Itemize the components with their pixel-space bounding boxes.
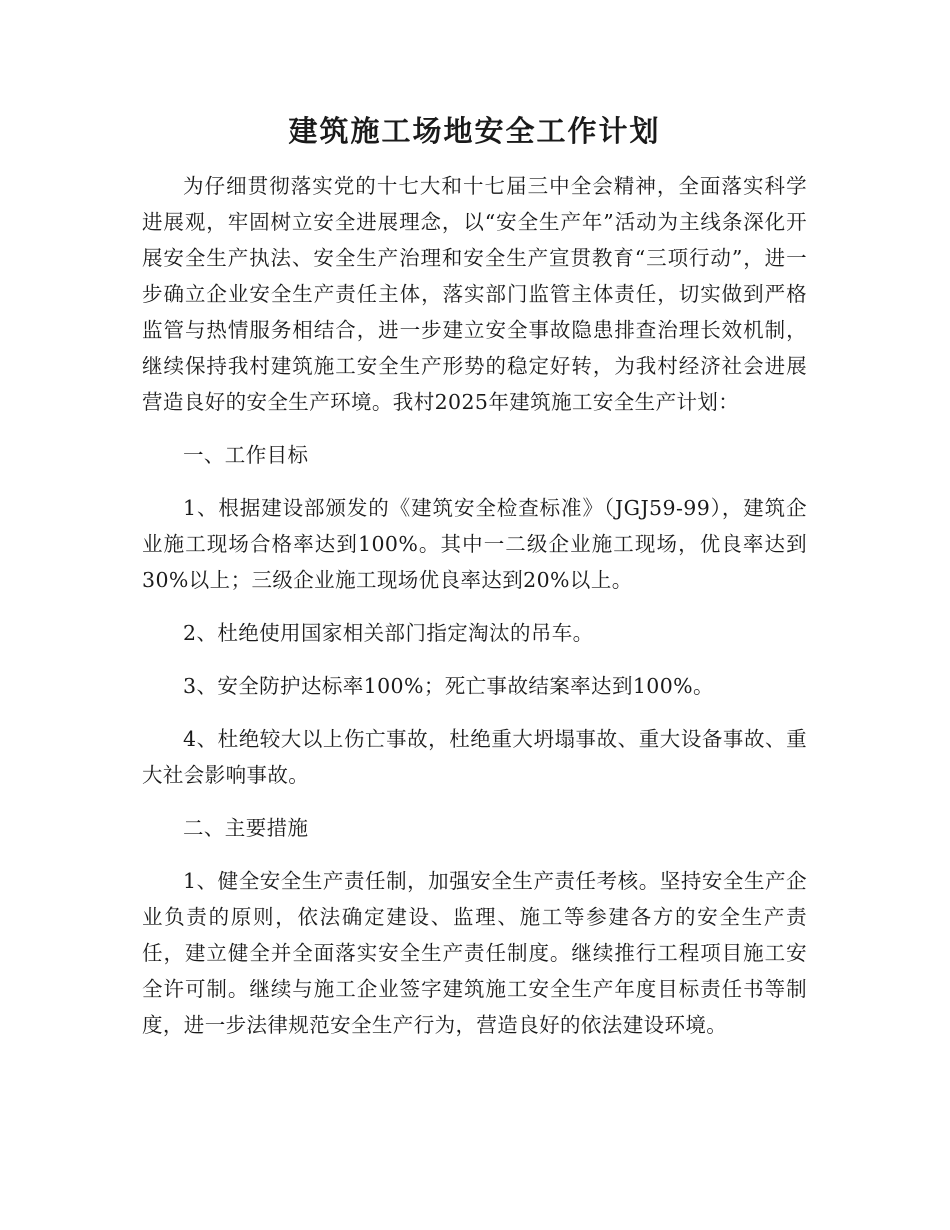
goal-item: 4、杜绝较大以上伤亡事故，杜绝重大坍塌事故、重大设备事故、重大社会影响事故。 <box>142 727 807 787</box>
intro-paragraph: 为仔细贯彻落实党的十七大和十七届三中全会精神，全面落实科学进展观，牢固树立安全进展理念，以“安全生产年”活动为主线条深化开展安全生产执法、安全生产治理和安全生产宣贯教育“三项行动”，进一步确立企业安全生产责任主体，落实部门监管主体责任，切实做到严格监管与热情服务相结合，进一步建立安全事故隐患排查治理长效机制，继续保持我村建筑施工安全生产形势的稳定好转，为我村经济社会进展营造良好的安全生产环境。我村2025年建筑施工安全生产计划： <box>142 174 807 414</box>
measure-item: 1、健全安全生产责任制，加强安全生产责任考核。坚持安全生产企业负责的原则，依法确定建设、监理、施工等参建各方的安全生产责任，建立健全并全面落实安全生产责任制度。继续推行工程项目施工安全许可制。继续与施工企业签字建筑施工安全生产年度目标责任书等制度，进一步法律规范安全生产行为，营造良好的依法建设环境。 <box>142 869 807 1037</box>
goal-item: 3、安全防护达标率100%；死亡事故结案率达到100%。 <box>183 674 714 698</box>
document-page <box>142 108 807 1060</box>
goal-item: 2、杜绝使用国家相关部门指定淘汰的吊车。 <box>183 621 594 645</box>
section-heading-goals: 一、工作目标 <box>183 443 309 467</box>
goal-item: 1、根据建设部颁发的《建筑安全检查标准》（JGJ59-99），建筑企业施工现场合格率达到100%。其中一二级企业施工现场，优良率达到30%以上；三级企业施工现场优良率达到20%以上。 <box>142 496 807 592</box>
section-heading-measures: 二、主要措施 <box>183 816 309 840</box>
document-title: 建筑施工场地安全工作计划 <box>288 114 661 148</box>
